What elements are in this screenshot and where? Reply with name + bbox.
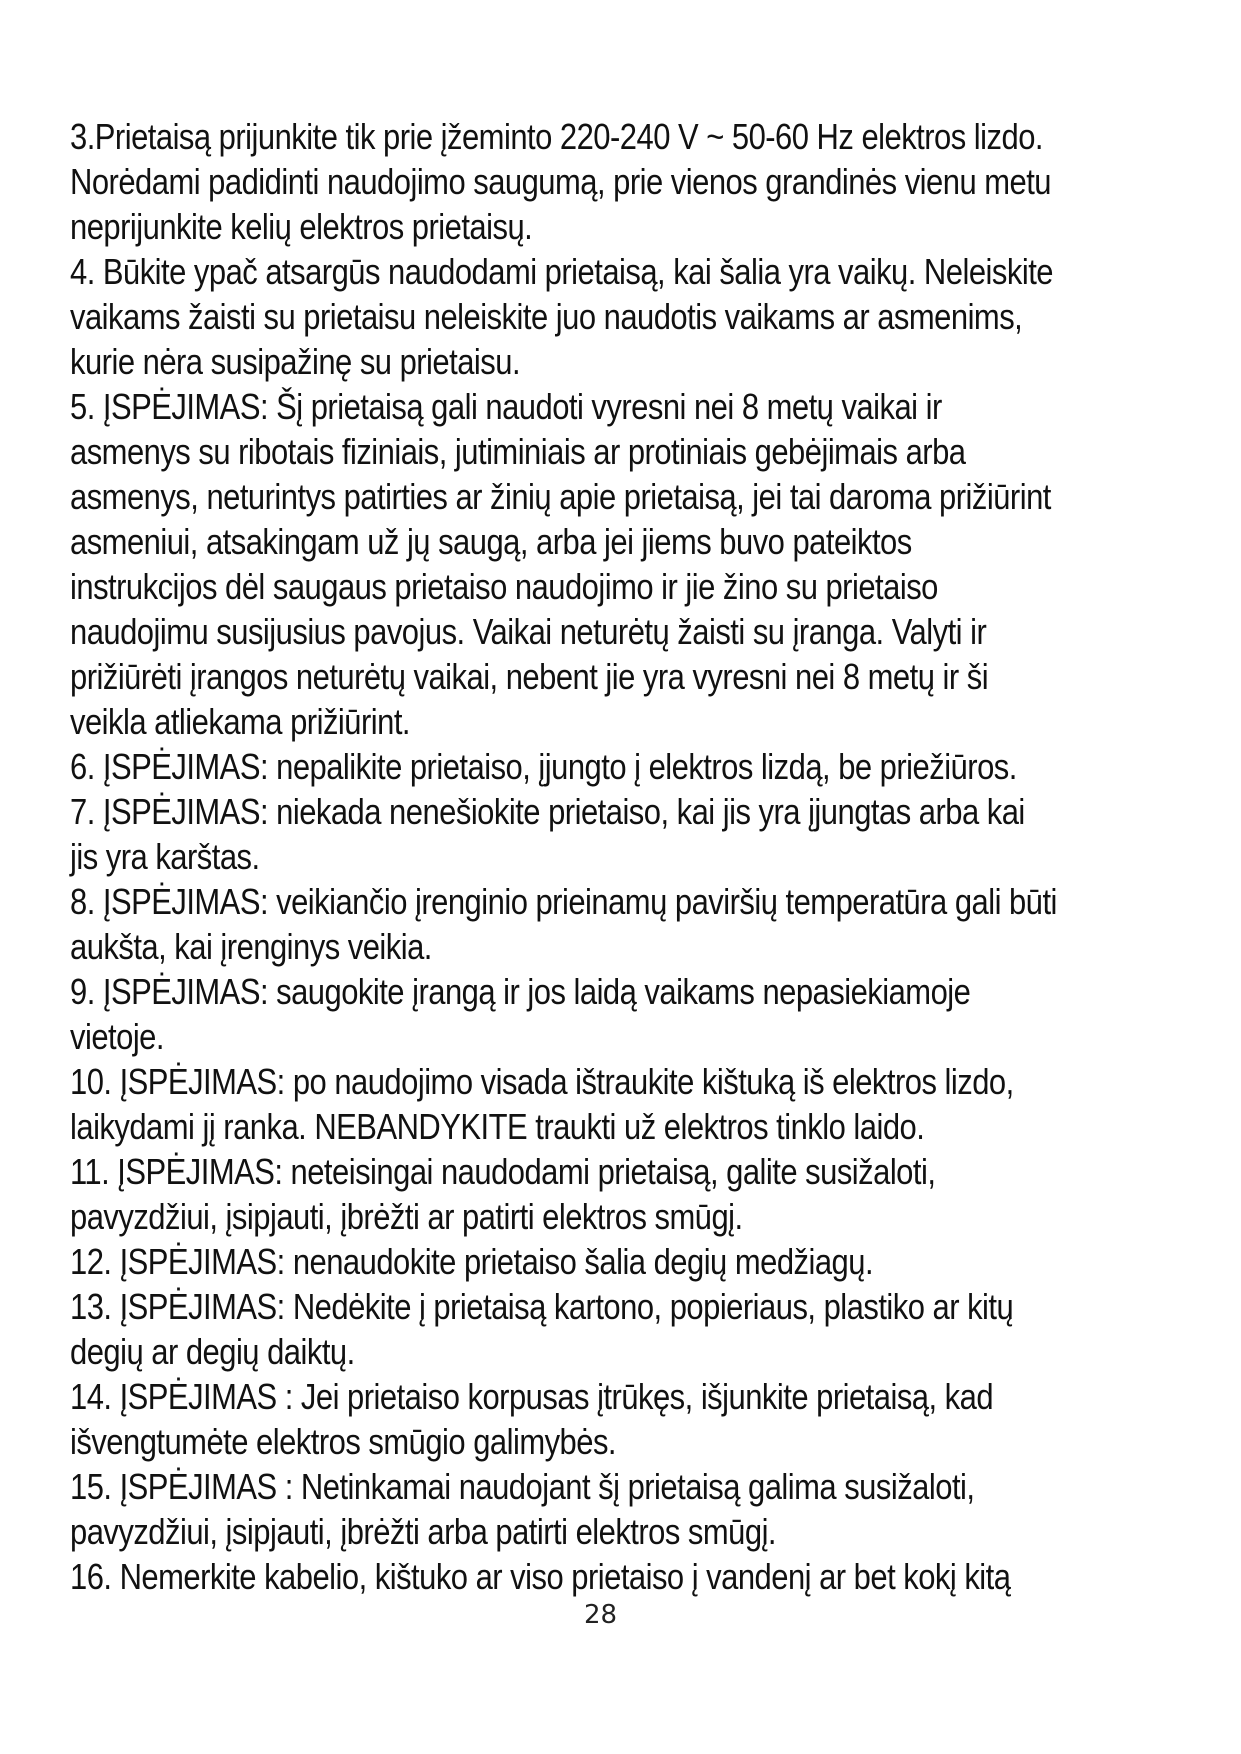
text-line-14: veikla atliekama prižiūrint. [70, 701, 411, 742]
text-line-26: 12. ĮSPĖJIMAS: nenaudokite prietaiso šalia degių medžiagų. [70, 1241, 874, 1282]
text-line-28: degių ar degių daiktų. [70, 1331, 355, 1372]
text-line-1: 3.Prietaisą prijunkite tik prie įžeminto 220-240 V ~ 50-60 Hz elektros lizdo. [70, 116, 1043, 157]
text-line-8: asmenys su ribotais fiziniais, jutiminiais ar protiniais gebėjimais arba [70, 431, 966, 472]
text-line-10: asmeniui, atsakingam už jų saugą, arba jei jiems buvo pateiktos [70, 521, 912, 562]
text-line-12: naudojimu susijusius pavojus. Vaikai neturėtų žaisti su įranga. Valyti ir [70, 611, 987, 652]
text-line-19: aukšta, kai įrenginys veikia. [70, 926, 432, 967]
text-line-15: 6. ĮSPĖJIMAS: nepalikite prietaiso, įjungto į elektros lizdą, be priežiūros. [70, 746, 1017, 787]
text-line-20: 9. ĮSPĖJIMAS: saugokite įrangą ir jos laidą vaikams nepasiekiamoje [70, 971, 971, 1012]
text-line-27: 13. ĮSPĖJIMAS: Nedėkite į prietaisą kartono, popieriaus, plastiko ar kitų [70, 1286, 1014, 1327]
text-line-7: 5. ĮSPĖJIMAS: Šį prietaisą gali naudoti vyresni nei 8 metų vaikai ir [70, 386, 942, 427]
text-line-25: pavyzdžiui, įsipjauti, įbrėžti ar patirti elektros smūgį. [70, 1196, 743, 1237]
text-line-30: išvengtumėte elektros smūgio galimybės. [70, 1421, 617, 1462]
text-line-18: 8. ĮSPĖJIMAS: veikiančio įrenginio prieinamų paviršių temperatūra gali būti [70, 881, 1057, 922]
text-line-13: prižiūrėti įrangos neturėtų vaikai, nebent jie yra vyresni nei 8 metų ir ši [70, 656, 989, 697]
text-line-24: 11. ĮSPĖJIMAS: neteisingai naudodami prietaisą, galite susižaloti, [70, 1151, 936, 1192]
page-number: 28 [583, 1600, 618, 1630]
text-line-29: 14. ĮSPĖJIMAS : Jei prietaiso korpusas įtrūkęs, išjunkite prietaisą, kad [70, 1376, 994, 1417]
text-line-21: vietoje. [70, 1016, 164, 1057]
text-line-2: Norėdami padidinti naudojimo saugumą, prie vienos grandinės vienu metu [70, 161, 1052, 202]
text-line-5: vaikams žaisti su prietaisu neleiskite juo naudotis vaikams ar asmenims, [70, 296, 1023, 337]
text-line-33: 16. Nemerkite kabelio, kištuko ar viso prietaiso į vandenį ar bet kokį kitą [70, 1556, 1011, 1597]
text-line-4: 4. Būkite ypač atsargūs naudodami prietaisą, kai šalia yra vaikų. Neleiskite [70, 251, 1053, 292]
text-line-17: jis yra karštas. [70, 836, 260, 877]
text-line-23: laikydami jį ranka. NEBANDYKITE traukti už elektros tinklo laido. [70, 1106, 925, 1147]
text-line-9: asmenys, neturintys patirties ar žinių apie prietaisą, jei tai daroma prižiūrint [70, 476, 1051, 517]
text-line-11: instrukcijos dėl saugaus prietaiso naudojimo ir jie žino su prietaiso [70, 566, 938, 607]
text-line-3: neprijunkite kelių elektros prietaisų. [70, 206, 533, 247]
document-body [70, 114, 1170, 1599]
text-line-22: 10. ĮSPĖJIMAS: po naudojimo visada ištraukite kištuką iš elektros lizdo, [70, 1061, 1014, 1102]
text-line-16: 7. ĮSPĖJIMAS: niekada nenešiokite prietaiso, kai jis yra įjungtas arba kai [70, 791, 1025, 832]
text-line-31: 15. ĮSPĖJIMAS : Netinkamai naudojant šį prietaisą galima susižaloti, [70, 1466, 975, 1507]
text-line-32: pavyzdžiui, įsipjauti, įbrėžti arba patirti elektros smūgį. [70, 1511, 777, 1552]
text-line-6: kurie nėra susipažinę su prietaisu. [70, 341, 521, 382]
